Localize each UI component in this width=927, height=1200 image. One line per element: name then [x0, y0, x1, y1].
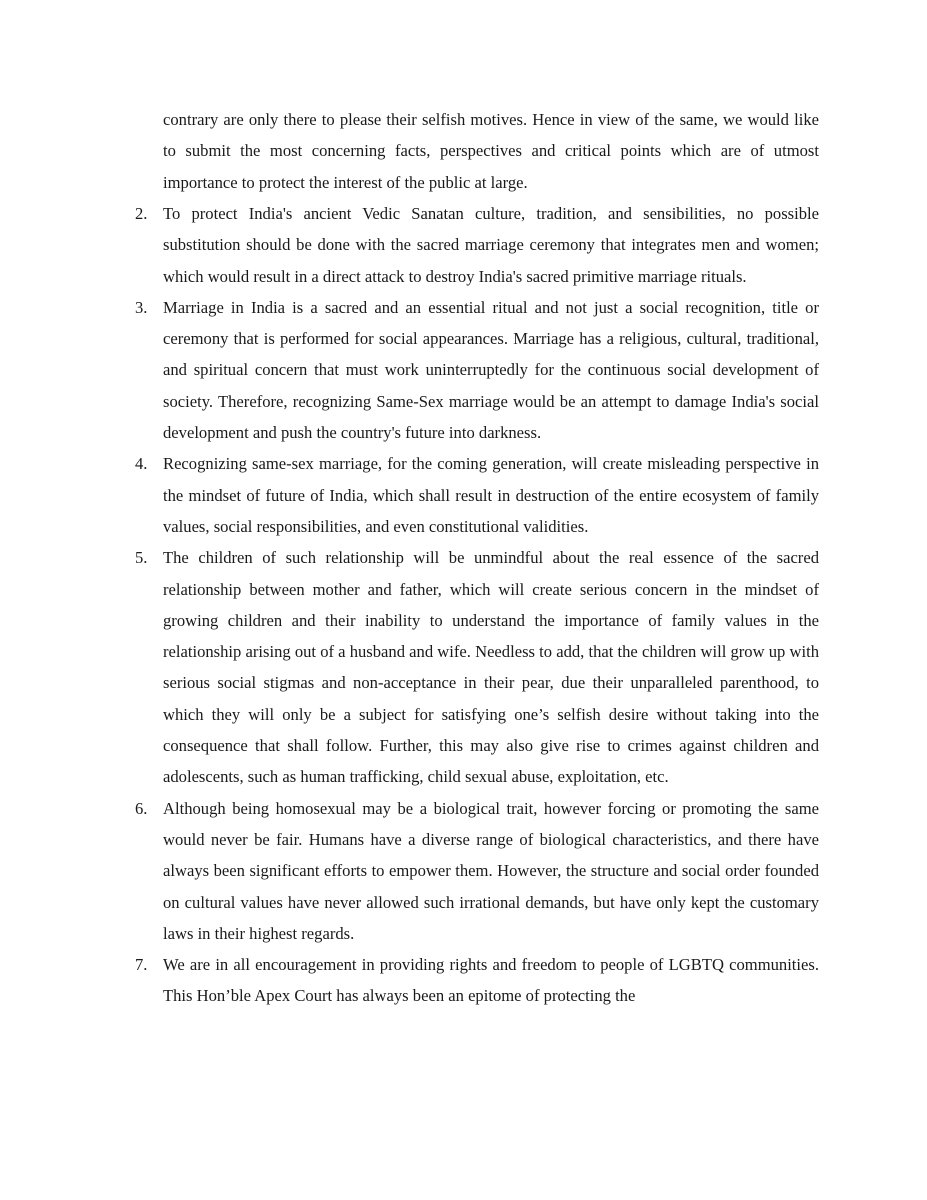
list-item: [135, 949, 819, 1012]
list-item-number: 3.: [135, 297, 148, 317]
list-item-text: The children of such relationship will be unmindful about the real essence of the sacred relationship between mother and father, which will create serious concern in the mindset of growing children and their inability to understand the importance of family values in the relationship arising out of a husband and wife. Needless to add, that the children will grow up with serious social stigmas and non-acceptance in their pear, due their unparalleled parenthood, to which they will only be a subject for satisfying one’s selfish desire without taking into the consequence that shall follow. Further, this may also give rise to crimes against children and adolescents, such as human trafficking, child sexual abuse, exploitation, etc.: [163, 548, 819, 787]
list-item-text: Although being homosexual may be a biological trait, however forcing or promoting the same would never be fair. Humans have a diverse range of biological characteristics, and there have always been significant efforts to empower them. However, the structure and social order founded on cultural values have never allowed such irrational demands, but have only kept the customary laws in their highest regards.: [163, 798, 819, 943]
list-item-text: To protect India's ancient Vedic Sanatan culture, tradition, and sensibilities, no possible substitution should be done with the sacred marriage ceremony that integrates men and women; which would result in a direct attack to destroy India's sacred primitive marriage rituals.: [163, 204, 819, 286]
list-item: [135, 542, 819, 792]
list-item: [135, 448, 819, 542]
list-item-number: 5.: [135, 548, 148, 568]
list-item-number: 7.: [135, 955, 148, 975]
list-item-number: 6.: [135, 798, 148, 818]
list-item-number: 2.: [135, 204, 148, 223]
list-item-text: Marriage in India is a sacred and an essential ritual and not just a social recognition, title or ceremony that is performed for social appearances. Marriage has a religious, cultural, traditional, and spiritual concern that must work uninterruptedly for the continuous social development of society. Therefore, recognizing Same-Sex marriage would be an attempt to damage India's social development and push the country's future into darkness.: [163, 297, 819, 443]
list-item-text: Recognizing same-sex marriage, for the coming generation, will create misleading perspective in the mindset of future of India, which shall result in destruction of the entire ecosystem of family values, social responsibilities, and even constitutional validities.: [163, 454, 819, 536]
list-item-number: 4.: [135, 454, 148, 474]
continuation-paragraph: contrary are only there to please their selfish motives. Hence in view of the same, we would like to submit the most concerning facts, perspectives and critical points which are of utmost importance to protect the interest of the public at large.: [163, 110, 819, 192]
list-item: [135, 793, 819, 949]
numbered-list: [135, 198, 819, 1012]
list-item: [135, 292, 819, 448]
list-item: [135, 198, 819, 292]
list-item-text: We are in all encouragement in providing rights and freedom to people of LGBTQ communities. This Hon’ble Apex Court has always been an epitome of protecting the: [163, 955, 819, 1006]
